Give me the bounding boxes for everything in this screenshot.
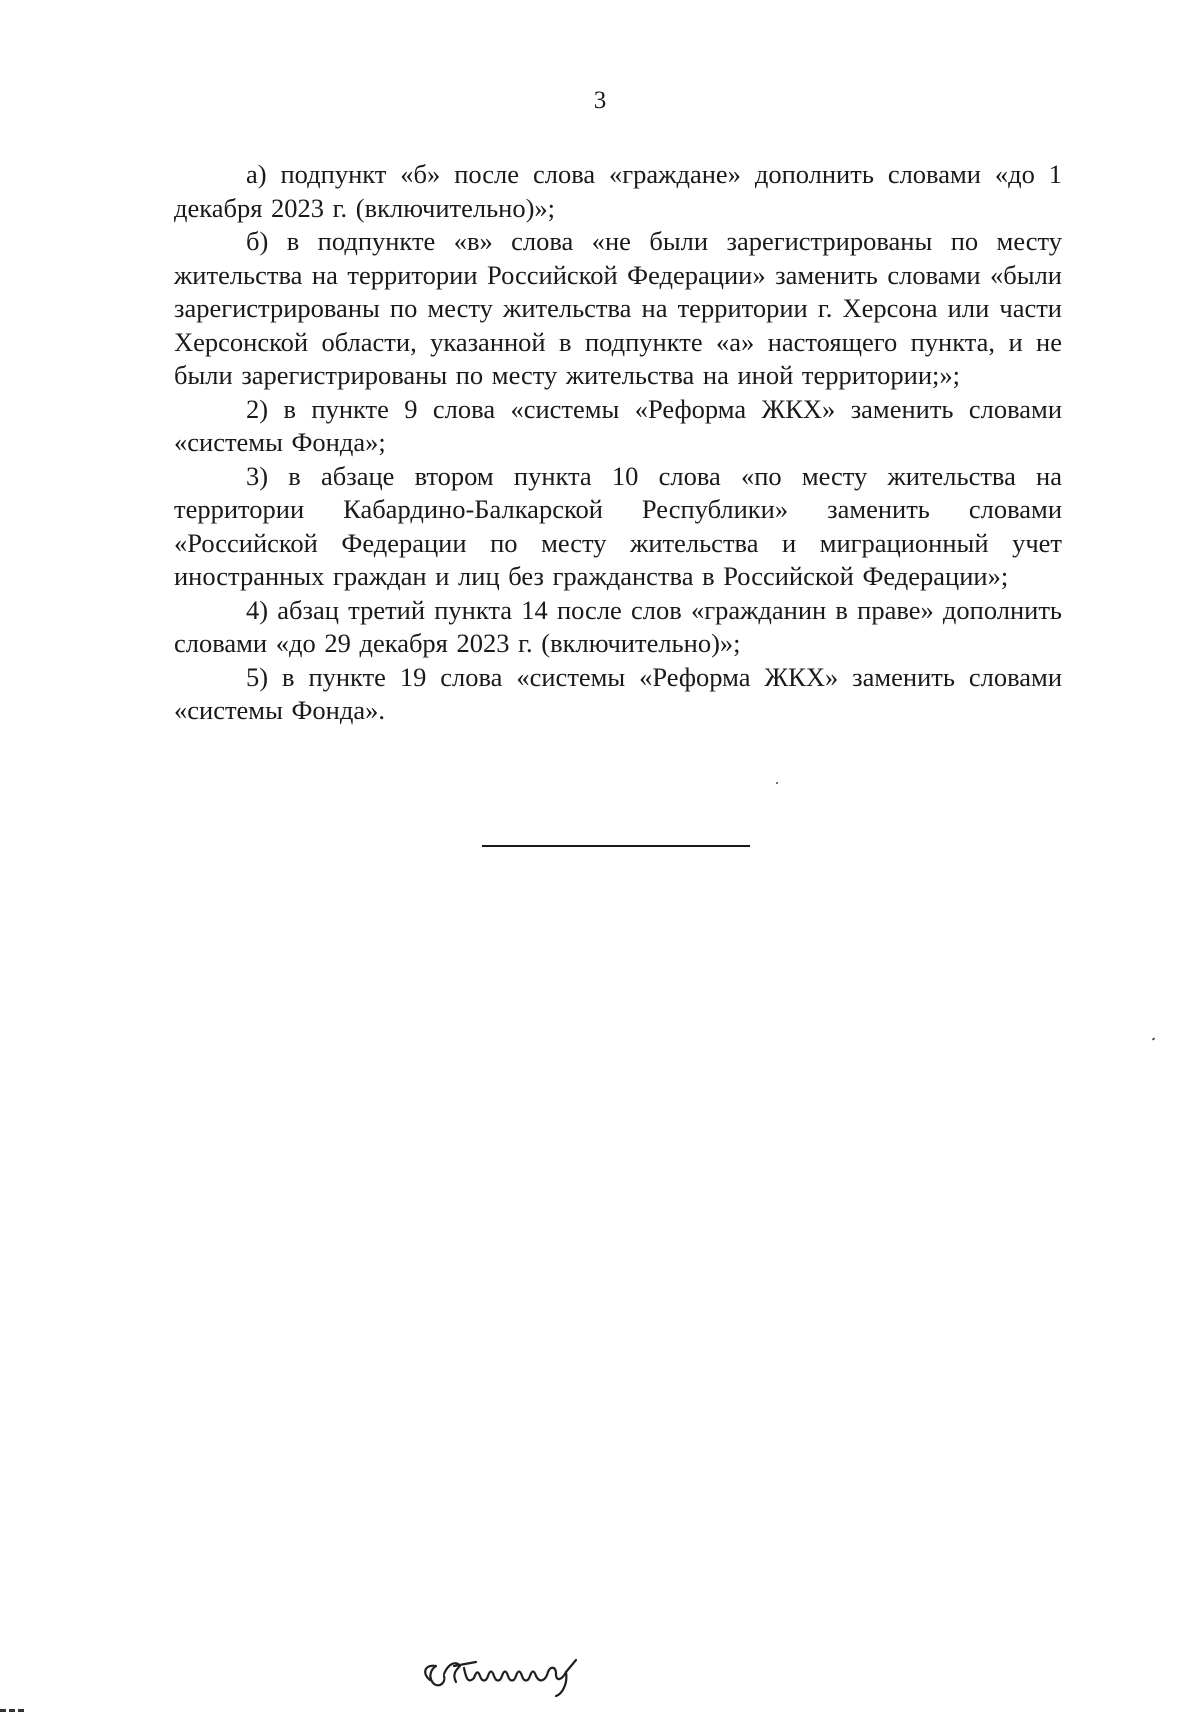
paragraph-3: 3) в абзаце втором пункта 10 слова «по месту жительства на территории Кабардино-Балкарской Республики» заменить словами «Российской Федерации по месту жительства и миграционный учет иностранных граждан и лиц без гражданства в Российской Федерации»; (174, 460, 1062, 591)
paragraph-b: б) в подпункте «в» слова «не были зарегистрированы по месту жительства на территории Российской Федерации» заменить словами «были зарегистрированы по месту жительства на территории г. Херсона или части Херсонской области, указанной в подпункте «а» настоящего пункта, и не были зарегистрированы по месту жительства на иной территории;»; (174, 226, 1062, 390)
paragraph-a: а) подпункт «б» после слова «граждане» дополнить словами «до 1 декабря 2023 г. (включительно)»; (174, 159, 1062, 223)
document-body (174, 158, 1062, 728)
paragraph-4: 4) абзац третий пункта 14 после слов «гражданин в праве» дополнить словами «до 29 декабря 2023 г. (включительно)»; (174, 594, 1062, 658)
scan-speck (1152, 1037, 1155, 1041)
signature-image (416, 1644, 616, 1704)
scan-speck (776, 782, 778, 784)
scan-edge-mark (0, 1700, 28, 1706)
paragraph-5: 5) в пункте 19 слова «системы «Реформа ЖКХ» заменить словами «системы Фонда». (174, 661, 1062, 725)
page-number: 3 (593, 87, 607, 114)
paragraph-2: 2) в пункте 9 слова «системы «Реформа ЖКХ» заменить словами «системы Фонда»; (174, 393, 1062, 457)
end-divider-line (482, 845, 750, 847)
